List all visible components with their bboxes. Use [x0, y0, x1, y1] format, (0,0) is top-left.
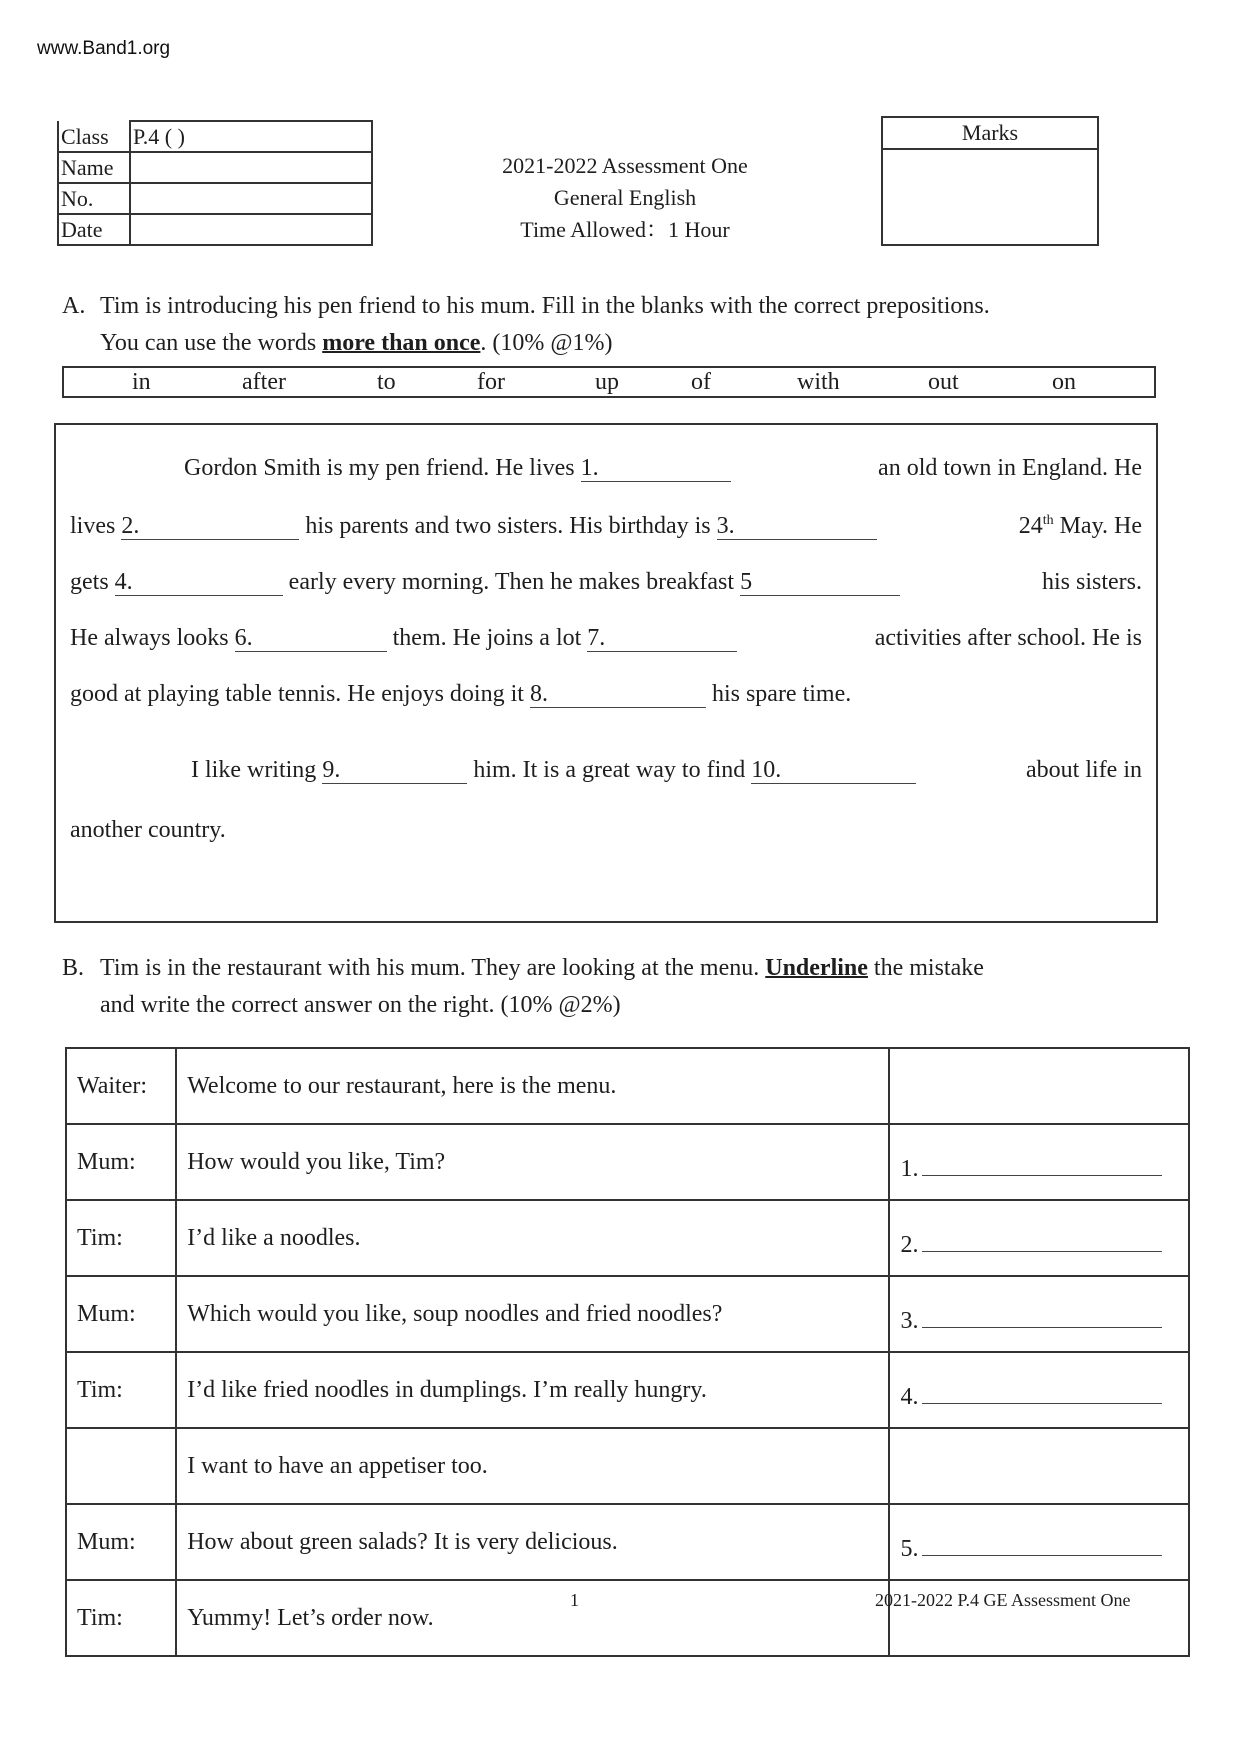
passage-text: him. It is a great way to find [473, 757, 746, 783]
answer-cell [889, 1048, 1189, 1124]
info-label: Class [58, 121, 130, 152]
word-bank-item: to [377, 369, 396, 395]
dialogue-row [66, 1504, 1189, 1580]
footer-doc-title: 2021-2022 P.4 GE Assessment One [875, 1590, 1131, 1610]
blank-7[interactable]: 7. [587, 625, 737, 652]
passage-text: his parents and two sisters. His birthday is [305, 513, 711, 539]
emphasis-text: more than once [322, 330, 481, 356]
blank-4[interactable]: 4. [115, 569, 283, 596]
passage-text: his sisters. [1041, 569, 1142, 595]
passage-text: them. He joins a lot [392, 625, 582, 651]
passage-text: good at playing table tennis. He enjoys doing it [70, 681, 524, 707]
dialogue-line[interactable]: I want to have an appetiser too. [176, 1428, 889, 1504]
speaker: Tim: [66, 1352, 176, 1428]
passage-text: an old town in England. He [878, 455, 1142, 481]
word-bank-item: of [691, 369, 711, 395]
watermark-url: www.Band1.org [37, 38, 171, 59]
dialogue-line[interactable]: Yummy! Let’s order now. [176, 1580, 889, 1656]
instruction-text: You can use the words [100, 330, 323, 356]
info-row-name [58, 152, 372, 183]
student-info-table [57, 120, 373, 246]
answer-blank-1[interactable] [922, 1155, 1162, 1176]
passage-text: gets [70, 569, 109, 595]
dialogue-line[interactable]: How would you like, Tim? [176, 1124, 889, 1200]
marks-label: Marks [883, 118, 1097, 150]
speaker: Mum: [66, 1276, 176, 1352]
class-field[interactable]: P.4 ( ) [130, 121, 372, 152]
word-bank-item: with [797, 369, 840, 395]
info-row-number [58, 183, 372, 214]
answer-blank-5[interactable] [922, 1535, 1162, 1556]
exam-title-block [440, 150, 810, 246]
passage-line [70, 817, 1142, 844]
dialogue-row [66, 1048, 1189, 1124]
answer-cell[interactable] [889, 1276, 1189, 1352]
blank-10[interactable]: 10. [751, 757, 916, 784]
word-bank [62, 366, 1156, 398]
blank-8[interactable]: 8. [530, 681, 706, 708]
info-row-class [58, 121, 372, 152]
answer-number: 3. [900, 1308, 919, 1334]
dialogue-row [66, 1276, 1189, 1352]
instruction-text: the mistake [867, 955, 984, 981]
answer-number: 5. [900, 1536, 919, 1562]
dialogue-line[interactable]: I’d like a noodles. [176, 1200, 889, 1276]
word-bank-item: out [928, 369, 959, 395]
passage-line [70, 513, 1142, 540]
answer-number: 1. [900, 1156, 919, 1182]
answer-cell[interactable] [889, 1124, 1189, 1200]
passage-line [184, 455, 1142, 482]
word-bank-item: for [477, 369, 505, 395]
passage-line [191, 757, 1142, 784]
passage-text: He always looks [70, 625, 229, 651]
section-a-instructions [62, 288, 1172, 362]
speaker: Mum: [66, 1504, 176, 1580]
info-label: No. [58, 183, 130, 214]
passage-box [54, 423, 1158, 923]
passage-text: lives [70, 513, 116, 539]
answer-cell [889, 1428, 1189, 1504]
blank-1[interactable]: 1. [581, 455, 731, 482]
marks-box [881, 116, 1099, 246]
dialogue-line[interactable]: Which would you like, soup noodles and fried noodles? [176, 1276, 889, 1352]
instruction-text: Tim is introducing his pen friend to his mum. Fill in the blanks with the correct prepositions. [100, 293, 990, 319]
date-field[interactable] [130, 214, 372, 245]
instruction-text: . (10% @1%) [480, 330, 613, 356]
speaker [66, 1428, 176, 1504]
page-number: 1 [570, 1590, 579, 1610]
date-day: 24 [1018, 513, 1043, 539]
dialogue-table [65, 1047, 1190, 1657]
dialogue-row [66, 1200, 1189, 1276]
emphasis-text: Underline [765, 955, 868, 981]
answer-blank-4[interactable] [922, 1383, 1162, 1404]
word-bank-item: in [132, 369, 151, 395]
blank-6[interactable]: 6. [235, 625, 387, 652]
info-row-date [58, 214, 372, 245]
passage-line [70, 569, 1142, 596]
exam-subject: General English [553, 185, 697, 210]
info-label: Name [58, 152, 130, 183]
passage-text: activities after school. He is [874, 625, 1142, 651]
blank-2[interactable]: 2. [121, 513, 299, 540]
speaker: Tim: [66, 1580, 176, 1656]
passage-text: early every morning. Then he makes breakfast [288, 569, 735, 595]
name-field[interactable] [130, 152, 372, 183]
passage-line [70, 625, 1142, 652]
dialogue-row [66, 1352, 1189, 1428]
dialogue-line[interactable]: Welcome to our restaurant, here is the menu. [176, 1048, 889, 1124]
passage-text: his spare time. [711, 681, 852, 707]
speaker: Mum: [66, 1124, 176, 1200]
section-letter: B. [62, 955, 85, 981]
speaker: Waiter: [66, 1048, 176, 1124]
date-suffix: th [1042, 513, 1054, 528]
word-bank-item: after [242, 369, 286, 395]
answer-cell[interactable] [889, 1352, 1189, 1428]
passage-text: Gordon Smith is my pen friend. He lives [184, 455, 575, 481]
answer-blank-2[interactable] [922, 1231, 1162, 1252]
blank-5[interactable]: 5 [740, 569, 900, 596]
answer-number: 2. [900, 1232, 919, 1258]
section-letter: A. [62, 293, 86, 319]
answer-cell[interactable] [889, 1200, 1189, 1276]
passage-text: about life in [1026, 757, 1142, 783]
exam-title: 2021-2022 Assessment One [502, 153, 748, 178]
instruction-text: and write the correct answer on the right. (10% @2%) [100, 992, 621, 1018]
word-bank-item: up [595, 369, 619, 395]
speaker: Tim: [66, 1200, 176, 1276]
passage-text: I like writing [191, 757, 317, 783]
exam-time: Time Allowed：1 Hour [520, 217, 730, 242]
dialogue-line[interactable]: How about green salads? It is very delicious. [176, 1504, 889, 1580]
answer-blank-3[interactable] [922, 1307, 1162, 1328]
dialogue-line[interactable]: I’d like fried noodles in dumplings. I’m really hungry. [176, 1352, 889, 1428]
blank-3[interactable]: 3. [717, 513, 877, 540]
section-b-instructions [62, 950, 1182, 1024]
marks-field[interactable] [883, 150, 1097, 246]
answer-number: 4. [900, 1384, 919, 1410]
word-bank-item: on [1052, 369, 1076, 395]
dialogue-row [66, 1124, 1189, 1200]
passage-text: May. He [1053, 513, 1142, 539]
passage-text: another country. [70, 817, 226, 843]
dialogue-row [66, 1428, 1189, 1504]
passage-line [70, 681, 1142, 708]
blank-9[interactable]: 9. [322, 757, 467, 784]
answer-cell[interactable] [889, 1504, 1189, 1580]
info-label: Date [58, 214, 130, 245]
number-field[interactable] [130, 183, 372, 214]
instruction-text: Tim is in the restaurant with his mum. They are looking at the menu. [100, 955, 766, 981]
